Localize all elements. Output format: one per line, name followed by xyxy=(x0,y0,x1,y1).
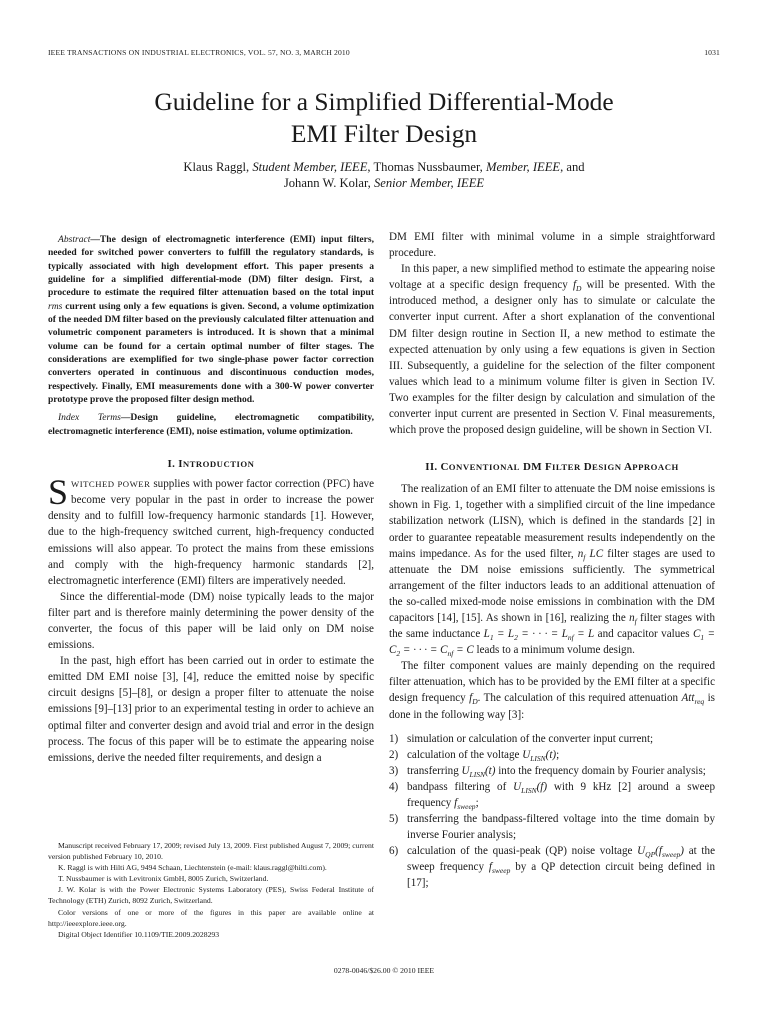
section-heading-introduction xyxy=(48,455,374,473)
right-column xyxy=(389,229,715,892)
right-p1-a: In this paper, a new simplified method to estimate the appearing noise voltage at a specific design frequency xyxy=(389,263,715,292)
inductance-equation: $L_1 = L_2$ = · · · = $L_{nf} = L$ xyxy=(483,628,595,643)
s2-p2-b: . The calculation of this required attenuation xyxy=(477,692,682,705)
right-paragraph-0: DM EMI filter with minimal volume in a simple straightforward procedure. xyxy=(389,231,715,260)
u-lisn-f: $U_{LISN}(f)$ xyxy=(513,780,548,796)
section-2-ilter: ILTER xyxy=(552,462,581,473)
copyright-line: 0278-0046/$26.00 © 2010 IEEE xyxy=(333,966,435,975)
author-separator: , and xyxy=(560,160,585,174)
page-number: 1031 xyxy=(704,48,720,57)
abstract xyxy=(48,233,374,406)
index-terms-text: —Design guideline, electromagnetic compatibility, electromagnetic interference (EMI), noise estimation, volume optimization. xyxy=(48,412,374,437)
capacitance-equation: $C_1 = C_2$ = · · · = $C_{nf} = C$ xyxy=(389,628,716,659)
footnote-color: Color versions of one or more of the figures in this paper are available online at http://ieeexplore.ieee.org. xyxy=(48,907,374,928)
drop-cap: S xyxy=(48,472,69,513)
step-6-text: calculation of the quasi-peak (QP) noise voltage xyxy=(407,845,638,858)
paper-title xyxy=(48,86,720,150)
s2-p2-c: is done in the following way [3]: xyxy=(389,692,715,721)
section-2-c: C xyxy=(440,461,449,474)
author-3-role: Senior Member, IEEE xyxy=(373,176,485,190)
author-2-role: Member, IEEE xyxy=(485,160,561,174)
step-3-text: transferring xyxy=(407,764,462,777)
s2-p1-d: and capacitor values xyxy=(594,628,693,641)
design-frequency-symbol-2: $f_D$ xyxy=(469,692,478,707)
section2-paragraph-2 xyxy=(389,658,715,722)
running-head xyxy=(48,48,720,60)
section-2-number: II. xyxy=(425,461,441,474)
intro-lead-caps: WITCHED POWER xyxy=(71,479,151,490)
nf-symbol-2: $n_f$ xyxy=(629,611,637,627)
author-2-name: , Thomas Nussbaumer, xyxy=(367,160,486,174)
procedure-step-3: 3) transferring $U_{LISN}(t)$ into the frequency domain by Fourier analysis; xyxy=(389,764,706,780)
author-3-name: Johann W. Kolar, xyxy=(283,176,374,190)
section-heading-conventional xyxy=(389,458,715,476)
f-sweep: $f_{sweep}$ xyxy=(454,797,476,812)
footnotes xyxy=(48,840,374,940)
right-p1-b: will be presented. With the introduced method, a designer only has to simulate or calculate the converter input current. After a short explanation of the conventional DM filter design routine in Section II, a new method to estimate the expected attenuation by only using a few equations is given in Section III. Subsequently, a guideline for the selection of the filter component values which lead to a minimum volume filter is given in Section IV. Two examples for the filter design by calculation and simulation of the converter input current are presented in Section V. Final measurements, which prove the proposed design guideline, will be shown in Section VI. xyxy=(389,279,716,437)
section2-paragraph-1 xyxy=(389,481,715,658)
intro-p1-text: supplies with power factor correction (PFC) have become very popular in the past in order to increase the power density and to fulfill low-frequency harmonic standards [1]. However, due to the high-frequency switched current, high-frequency conducted emissions will also appear. To protect the mains from these emissions and comply with the high-frequency harmonic standards [2], electromagnetic interference (EMI) filters are imperatively needed. xyxy=(48,478,374,587)
procedure-list xyxy=(389,731,715,892)
s2-p1-b: filter stages are used to attenuate the DM noise emissions sufficiently. The symmetrical arrangement of the filter inductors leads to an additional attenuation of the so-called mixed-mode noise emissions in combination with the DM capacitors [14], [15]. As shown in [16], realizing the xyxy=(389,547,715,624)
procedure-step-6: 6) calculation of the quasi-peak (QP) noise voltage $U_{QP}(f_{sweep})$ at the sweep frequency $f_{sweep}$ by a QP detection circuit being defined in [17]; xyxy=(389,845,715,890)
footnote-kolar: J. W. Kolar is with the Power Electronic Systems Laboratory (PES), Swiss Federal Institute of Technology (ETH) Zurich, 8092 Zurich, Switzerland. xyxy=(48,885,374,906)
journal-header: IEEE TRANSACTIONS ON INDUSTRIAL ELECTRONICS, VOL. 57, NO. 3, MARCH 2010 xyxy=(48,48,350,57)
nf-f: f xyxy=(583,552,586,562)
abstract-text-b: current using only a few equations is given. Second, a volume optimization of the needed DM filter based on the previously calculated filter attenuation and volumetric component parameters is introduced. It is shown that a minimal volume can be found for a certain optimal number of filter stages. The considerations are exemplified for two single-phase power factor correction converters operated in continuous and discontinuous conduction modes, respectively. Finally, EMI measurements done with a 300-W power converter prototype prove the proposed filter design method. xyxy=(48,300,374,406)
step-2-text: calculation of the voltage xyxy=(407,748,523,761)
footnote-raggl: K. Raggl is with Hilti AG, 9494 Schaan, Liechtenstein (e-mail: klaus.raggl@hilti.com). xyxy=(58,863,327,873)
section-1-rest: NTRODUCTION xyxy=(182,459,255,470)
s2-p1-e: leads to a minimum volume design. xyxy=(473,644,635,657)
title-line-1: Guideline for a Simplified Differential-Mode xyxy=(154,88,614,116)
nf-n: n xyxy=(577,547,584,560)
right-paragraph-1 xyxy=(389,261,715,438)
abstract-text-a: —The design of electromagnetic interference (EMI) input filters, needed for switched power converters to fulfill the regulatory standards, is typically associated with high development effort. This paper presents a guideline for a simplified differential-mode (DM) filter design. First, a procedure to estimate the required filter attenuation based on the total input xyxy=(48,234,374,299)
s2-p2-a: The filter component values are mainly depending on the required filter attenuation, which has to be provided by the EMI filter at a specific design frequency xyxy=(389,660,715,705)
s2-p1-c: filter stages with the same inductance xyxy=(389,611,715,641)
u-lisn-t-2: $U_{LISN}(t)$ xyxy=(461,764,496,780)
procedure-step-1: 1) simulation or calculation of the converter input current; xyxy=(389,732,654,745)
footnote-nussbaumer: T. Nussbaumer is with Levitronix GmbH, 8005 Zurich, Switzerland. xyxy=(58,874,269,884)
author-1-name: Klaus Raggl, xyxy=(183,160,253,174)
index-terms xyxy=(48,411,374,438)
section-2-a: A xyxy=(621,461,633,474)
author-1-role: Student Member, IEEE xyxy=(252,160,368,174)
u-lisn-t: $U_{LISN}(t)$ xyxy=(522,748,557,763)
footnote-manuscript: Manuscript received February 17, 2009; revised July 13, 2009. First published August 7, 2009; current version published February 10, 2010. xyxy=(48,841,374,862)
section-1-number: I. xyxy=(167,458,179,471)
section-2-f: F xyxy=(544,461,552,474)
u-qp: $U_{QP}(f_{sweep})$ xyxy=(637,845,684,860)
section-2-onventional: ONVENTIONAL xyxy=(448,462,520,473)
section-1-initial: I xyxy=(178,458,183,471)
step-5-text: transferring the bandpass-filtered voltage into the time domain by inverse Fourier analysis; xyxy=(407,813,715,842)
step-1-text: simulation or calculation of the converter input current; xyxy=(407,732,654,745)
procedure-step-2: 2) calculation of the voltage $U_{LISN}(t)$; xyxy=(389,748,560,763)
procedure-step-4: 4) bandpass filtering of $U_{LISN}(f)$ with 9 kHz [2] around a sweep frequency $f_{sweep}$; xyxy=(389,780,716,812)
lc-symbol: LC xyxy=(585,547,604,560)
left-column xyxy=(48,233,374,766)
section-2-esign: ESIGN xyxy=(592,462,622,473)
f-sweep-2: $f_{sweep}$ xyxy=(488,861,511,876)
intro-paragraph-1 xyxy=(48,472,374,589)
step-4-text: bandpass filtering of xyxy=(407,780,514,793)
s2-p1-a: The realization of an EMI filter to attenuate the DM noise emissions is shown in Fig. 1, together with a simplified circuit of the line impedance stabilization network (LISN), which is defined in the standards [2] in order to guarantee repeatable measurement results independently on the mains impedance. As for the used filter, xyxy=(389,483,715,560)
index-terms-label: Index Terms xyxy=(58,412,121,424)
design-frequency-symbol: $f_D$ xyxy=(572,279,582,294)
intro-paragraph-3: In the past, high effort has been carried out in order to estimate the emitted DM EMI noise [3], [4], reduce the emitted noise by specific circuit designs [5]–[8], or design a proper filter to attenuate the noise emissions [9]–[13] prior to an experimental testing in order to achieve an optimal filter and converter design and avoid trial and error in the design process. The focus of this paper will be to estimate the appearing noise emissions, derive the needed filter requirements, and design a xyxy=(48,655,374,764)
section-2-d: D xyxy=(580,461,593,474)
intro-paragraph-2: Since the differential-mode (DM) noise typically leads to the major filter part and is therefore mainly determining the power density of the converter, the focus of this paper will be laid only on DM noise emissions. xyxy=(48,590,374,652)
title-line-2: EMI Filter Design xyxy=(290,120,478,148)
section-2-dm: DM xyxy=(519,461,545,474)
abstract-rms: rms xyxy=(48,300,63,312)
author-list xyxy=(48,159,720,191)
att-req-symbol: Att$_{req}$ xyxy=(681,692,705,707)
section-2-pproach: PPROACH xyxy=(632,462,679,473)
footnote-doi: Digital Object Identifier 10.1109/TIE.2009.2028293 xyxy=(58,929,220,939)
abstract-label: Abstract xyxy=(58,234,91,245)
procedure-step-5: 5) transferring the bandpass-filtered voltage into the time domain by inverse Fourier analysis; xyxy=(389,813,715,842)
